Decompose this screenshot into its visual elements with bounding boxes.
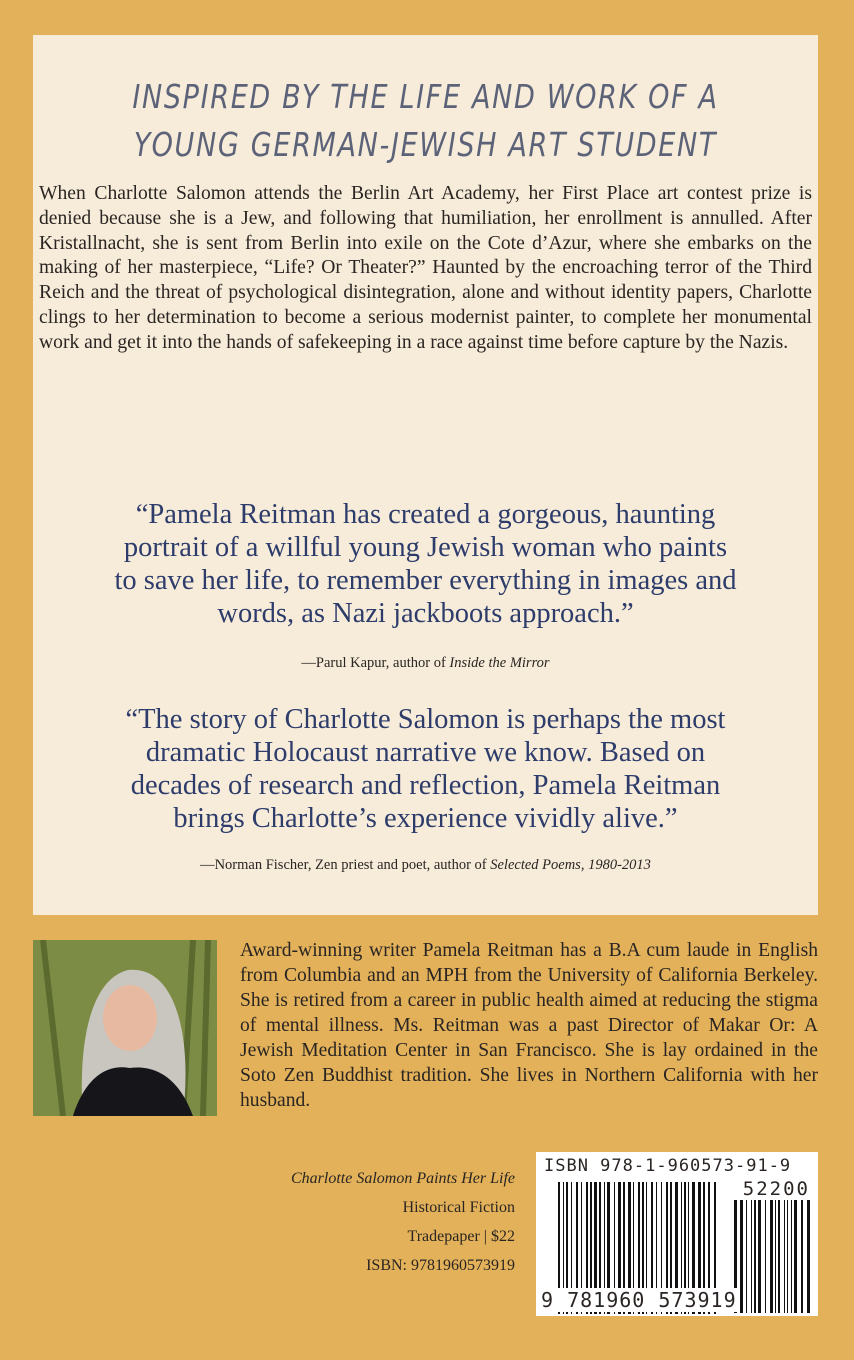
attribution-text: —Norman Fischer, Zen priest and poet, author of xyxy=(200,857,491,873)
barcode-bar xyxy=(775,1200,776,1313)
barcode-bar xyxy=(794,1200,797,1313)
barcode-bar xyxy=(807,1200,810,1313)
barcode-bar xyxy=(770,1200,773,1313)
barcode-bars-addon xyxy=(734,1200,812,1313)
attribution-work: Selected Poems, 1980-2013 xyxy=(490,857,651,873)
barcode-bar xyxy=(751,1200,752,1313)
quote-line: portrait of a willful young Jewish woman who paints xyxy=(123,532,728,563)
isbn-barcode xyxy=(536,1152,818,1316)
barcode-bar xyxy=(746,1200,747,1313)
endorsement-quote xyxy=(33,498,818,630)
bio-text: Award-winning writer Pamela Reitman has a B.A cum laude in English from Columbia and an MPH from the University of California Berkeley. She is retired from a career in public health aimed at reducing the stigma of mental illness. Ms. Reitman was a past Director of Makar Or: A Jewish Meditation Center in San Francisco. She is lay ordained in the Soto Zen Buddhist tradition. She lives in Northern California with her husband. xyxy=(240,940,818,1111)
barcode-bar xyxy=(778,1200,780,1313)
quote-line: “The story of Charlotte Salomon is perhaps the most xyxy=(125,704,726,735)
barcode-number: 9 781960 573919 xyxy=(541,1288,737,1312)
barcode-bar xyxy=(758,1200,761,1313)
tagline-line: YOUNG GERMAN-JEWISH ART STUDENT xyxy=(133,125,718,164)
barcode-bar xyxy=(765,1200,766,1313)
barcode-bar xyxy=(801,1200,803,1313)
endorsement-quote xyxy=(33,703,818,835)
barcode-bar xyxy=(787,1200,788,1313)
barcode-bar xyxy=(754,1200,756,1313)
attribution-text: —Parul Kapur, author of xyxy=(301,655,450,671)
quote-line: words, as Nazi jackboots approach.” xyxy=(217,598,634,629)
cover-panel xyxy=(33,35,818,915)
barcode-bar xyxy=(791,1200,792,1313)
tagline-line: INSPIRED BY THE LIFE AND WORK OF A xyxy=(132,77,719,116)
tagline-heading xyxy=(104,73,748,169)
quote-line: decades of research and reflection, Pamela Reitman xyxy=(130,770,721,801)
book-genre: Historical Fiction xyxy=(402,1199,515,1216)
quote-line: dramatic Holocaust narrative we know. Based on xyxy=(145,737,706,768)
quote-attribution xyxy=(33,655,818,672)
quote-line: to save her life, to remember everything in images and xyxy=(114,565,737,596)
synopsis: When Charlotte Salomon attends the Berlin Art Academy, her First Place art contest prize is denied because she is a Jew, and following that humiliation, her enrollment is annulled. After Kristallnacht, she is sent from Berlin into exile on the Cote d’Azur, where she embarks on the making of her masterpiece, “Life? Or Theater?” Haunted by the encroaching terror of the Third Reich and the threat of psychological disintegration, alone and without identity papers, Charlotte clings to her determination to become a serious modernist painter, to complete her monumental work and get it into the hands of safekeeping in a race against time before capture by the Nazis. xyxy=(39,183,812,353)
quote-line: brings Charlotte’s experience vividly alive.” xyxy=(173,803,678,834)
book-info xyxy=(291,1164,515,1280)
barcode-isbn-label: ISBN 978-1-960573-91-9 xyxy=(544,1156,792,1176)
book-format-price: Tradepaper | $22 xyxy=(407,1228,515,1245)
quote-line: “Pamela Reitman has created a gorgeous, haunting xyxy=(135,499,716,530)
attribution-work: Inside the Mirror xyxy=(449,655,550,671)
author-photo xyxy=(33,940,217,1116)
barcode-price-code: 52200 xyxy=(742,1178,810,1200)
barcode-bar xyxy=(784,1200,785,1313)
book-title: Charlotte Salomon Paints Her Life xyxy=(291,1170,515,1187)
book-isbn: ISBN: 9781960573919 xyxy=(366,1257,515,1274)
quote-attribution xyxy=(33,857,818,874)
barcode-bar xyxy=(740,1200,743,1313)
